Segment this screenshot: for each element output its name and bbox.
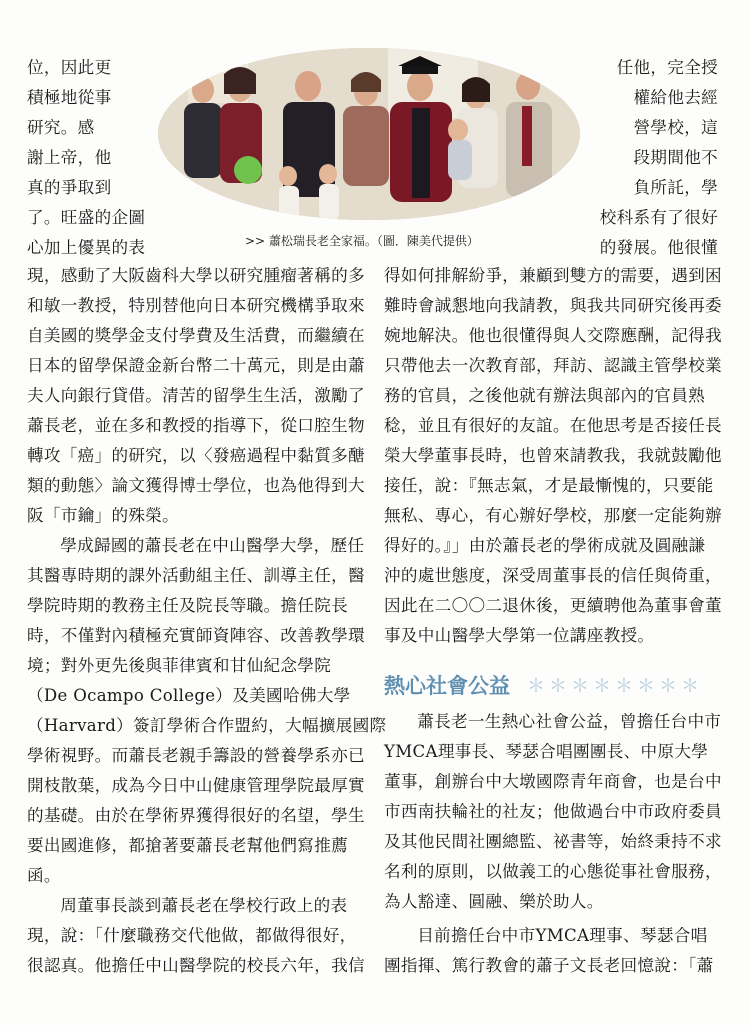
photo-caption: >> 蕭松瑞長老全家福。（圖．陳美代提供） (245, 234, 479, 248)
text-line: 沖的處世態度，深受周董事長的信任與倚重， (384, 566, 722, 585)
text-line: 要出國進修，都搶著要蕭長老幫他們寫推薦 (27, 836, 348, 855)
text-line: 周董事長談到蕭長老在學校行政上的表 (60, 896, 348, 915)
text-line: 開枝散葉，成為今日中山健康管理學院最厚實 (27, 776, 365, 795)
section-heading: 熱心社會公益 (384, 674, 510, 698)
text-line: 了。旺盛的企圖 (27, 208, 146, 227)
text-line: 為人豁達、圓融、樂於助人。 (384, 892, 604, 911)
text-line: 接任，說：『無志氣，才是最慚愧的，只要能 (384, 476, 714, 495)
text-line: 榮大學董事長時，也曾來請教我，我就鼓勵他 (384, 446, 722, 465)
text-line: 務的官員，之後他就有辦法與部內的官員熟 (384, 386, 705, 405)
text-line: 阪「市鑰」的殊榮。 (27, 506, 180, 525)
text-line: 婉地解決。他也很懂得與人交際應酬，記得我 (384, 326, 722, 345)
text-line: 目前擔任台中市YMCA理事、琴瑟合唱 (417, 926, 708, 945)
decorative-stars: ＊＊＊＊＊＊＊＊ (527, 676, 703, 697)
text-line: 心加上優異的表 (27, 238, 146, 257)
text-line: 夫人向銀行貸借。清苦的留學生生活，激勵了 (27, 386, 365, 405)
text-line: 任他，完全授 (616, 58, 718, 77)
text-line: 學院時期的教務主任及院長等職。擔任院長 (27, 596, 348, 615)
text-line: 負所託，學 (633, 178, 718, 197)
text-line: 得好的。』」由於蕭長老的學術成就及圓融謙 (384, 536, 706, 555)
text-line: 位，因此更 (27, 58, 112, 77)
text-line: 及其他民間社團總監、祕書等，始終秉持不求 (384, 832, 722, 851)
text-line: 現，感動了大阪齒科大學以研究腫瘤著稱的多 (27, 266, 365, 285)
text-line: 的發展。他很懂 (599, 238, 718, 257)
text-line: 營學校，這 (633, 118, 718, 137)
text-line: 和敏一教授，特別替他向日本研究機構爭取來 (27, 296, 365, 315)
text-line: 校科系有了很好 (599, 208, 718, 227)
text-line: 謝上帝，他 (27, 148, 112, 167)
text-line: 研究。感 (27, 118, 95, 137)
text-line: 權給他去經 (633, 88, 718, 107)
text-line: 得如何排解紛爭，兼顧到雙方的需要，遇到困 (384, 266, 722, 285)
text-line: 事及中山醫學大學第一位講座教授。 (384, 626, 655, 645)
text-line: 轉攻「癌」的研究，以〈發癌過程中黏質多醣 (27, 446, 365, 465)
text-line: 現，說：「什麼職務交代他做，都做得很好， (27, 926, 357, 945)
text-line: 積極地從事 (27, 88, 112, 107)
text-line: 市西南扶輪社的社友；他做過台中市政府委員 (384, 802, 722, 821)
text-line: 名利的原則，以做義工的心態從事社會服務， (384, 862, 722, 881)
text-line: 稔，並且有很好的友誼。在他思考是否接任長 (384, 416, 722, 435)
text-line: 境；對外更先後與菲律賓和甘仙紀念學院 (27, 656, 332, 675)
text-line: 團指揮、篤行教會的蕭子文長老回憶說：「蕭 (384, 956, 714, 975)
text-line: 真的爭取到 (27, 178, 112, 197)
text-line: （Harvard）簽訂學術合作盟約，大幅擴展國際 (27, 716, 387, 735)
text-line: 學成歸國的蕭長老在中山醫學大學，歷任 (60, 536, 365, 555)
text-line: 因此在二〇〇二退休後，更續聘他為董事會董 (384, 596, 722, 615)
text-line: 只帶他去一次教育部，拜訪、認識主管學校業 (384, 356, 722, 375)
text-line: 時，不僅對內積極充實師資陣容、改善教學環 (27, 626, 365, 645)
text-line: 很認真。他擔任中山醫學院的校長六年，我信 (27, 956, 365, 975)
text-line: 的基礎。由於在學術界獲得很好的名望，學生 (27, 806, 365, 825)
text-line: YMCA理事長、琴瑟合唱團團長、中原大學 (384, 742, 709, 761)
text-line: 類的動態〉論文獲得博士學位，也為他得到大 (27, 476, 365, 495)
text-line: 日本的留學保證金新台幣二十萬元，則是由蕭 (27, 356, 365, 375)
text-line: 學術視野。而蕭長老親手籌設的營養學系亦已 (27, 746, 365, 765)
text-line: 函。 (27, 866, 61, 885)
text-line: 其醫專時期的課外活動組主任、訓導主任，醫 (27, 566, 365, 585)
text-line: 難時會誠懇地向我請教，與我共同研究後再委 (384, 296, 722, 315)
text-line: 無私、專心，有心辦好學校，那麼一定能夠辦 (384, 506, 722, 525)
text-line: 自美國的獎學金支付學費及生活費，而繼續在 (27, 326, 365, 345)
text-line: （De Ocampo College）及美國哈佛大學 (27, 686, 351, 705)
text-line: 段期間他不 (633, 148, 718, 167)
text-line: 董事，創辦台中大墩國際青年商會，也是台中 (384, 772, 722, 791)
text-line: 蕭長老，並在多和教授的指導下，從口腔生物 (27, 416, 365, 435)
text-line: 蕭長老一生熱心社會公益，曾擔任台中市 (417, 712, 722, 731)
